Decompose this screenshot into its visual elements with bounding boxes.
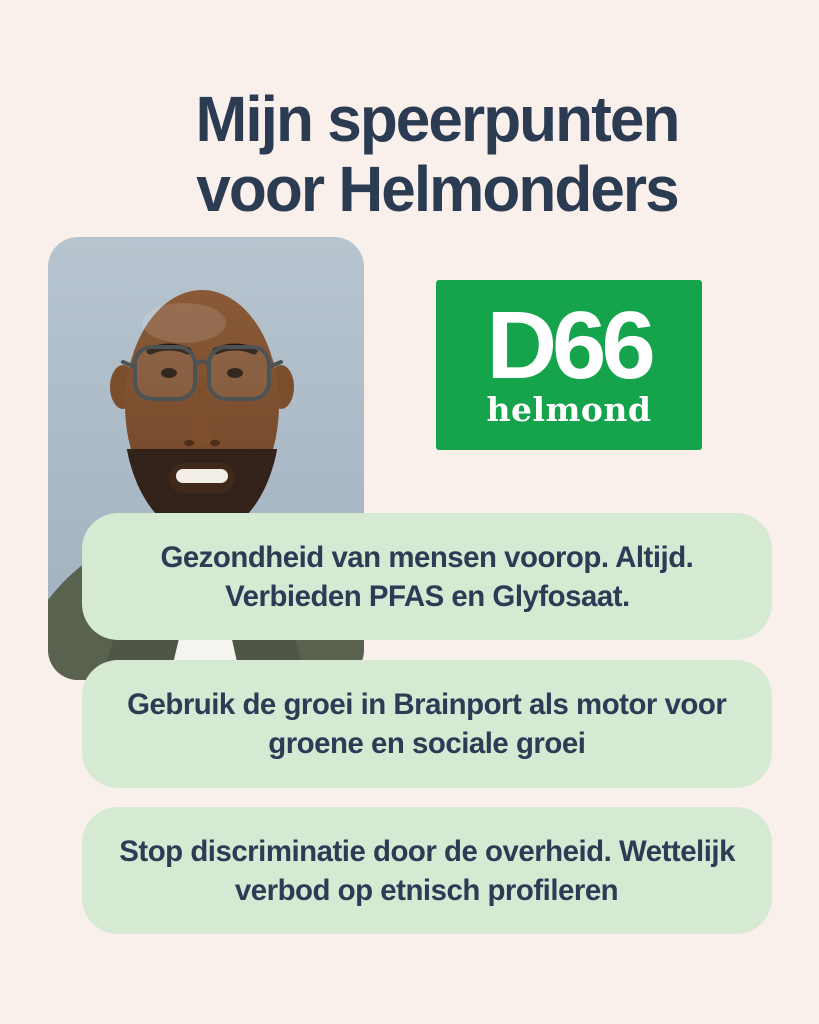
speerpunt-card-discrimination-line-1: Stop discriminatie door de overheid. Wettelijk bbox=[119, 834, 735, 868]
speerpunt-card-brainport-line-2: groene en sociale groei bbox=[268, 727, 586, 760]
d66-logo bbox=[436, 280, 702, 450]
speerpunt-card-health-line-1: Gezondheid van mensen voorop. Altijd. bbox=[160, 540, 694, 574]
speerpunt-card-health bbox=[82, 513, 772, 640]
d66-logo-region-label: helmond bbox=[486, 390, 652, 429]
page-title bbox=[56, 84, 818, 224]
speerpunt-card-health-line-2: Verbieden PFAS en Glyfosaat. bbox=[224, 579, 630, 613]
page-title-line-2: voor Helmonders bbox=[196, 153, 678, 225]
speerpunt-card-brainport bbox=[82, 660, 772, 788]
page-title-line-1: Mijn speerpunten bbox=[195, 83, 679, 155]
d66-logo-wordmark: D66 bbox=[486, 292, 652, 399]
speerpunt-card-discrimination bbox=[82, 807, 772, 934]
speerpunt-card-discrimination-line-2: verbod op etnisch profileren bbox=[235, 873, 619, 907]
speerpunt-card-brainport-line-1: Gebruik de groei in Brainport als motor voor bbox=[127, 688, 727, 721]
